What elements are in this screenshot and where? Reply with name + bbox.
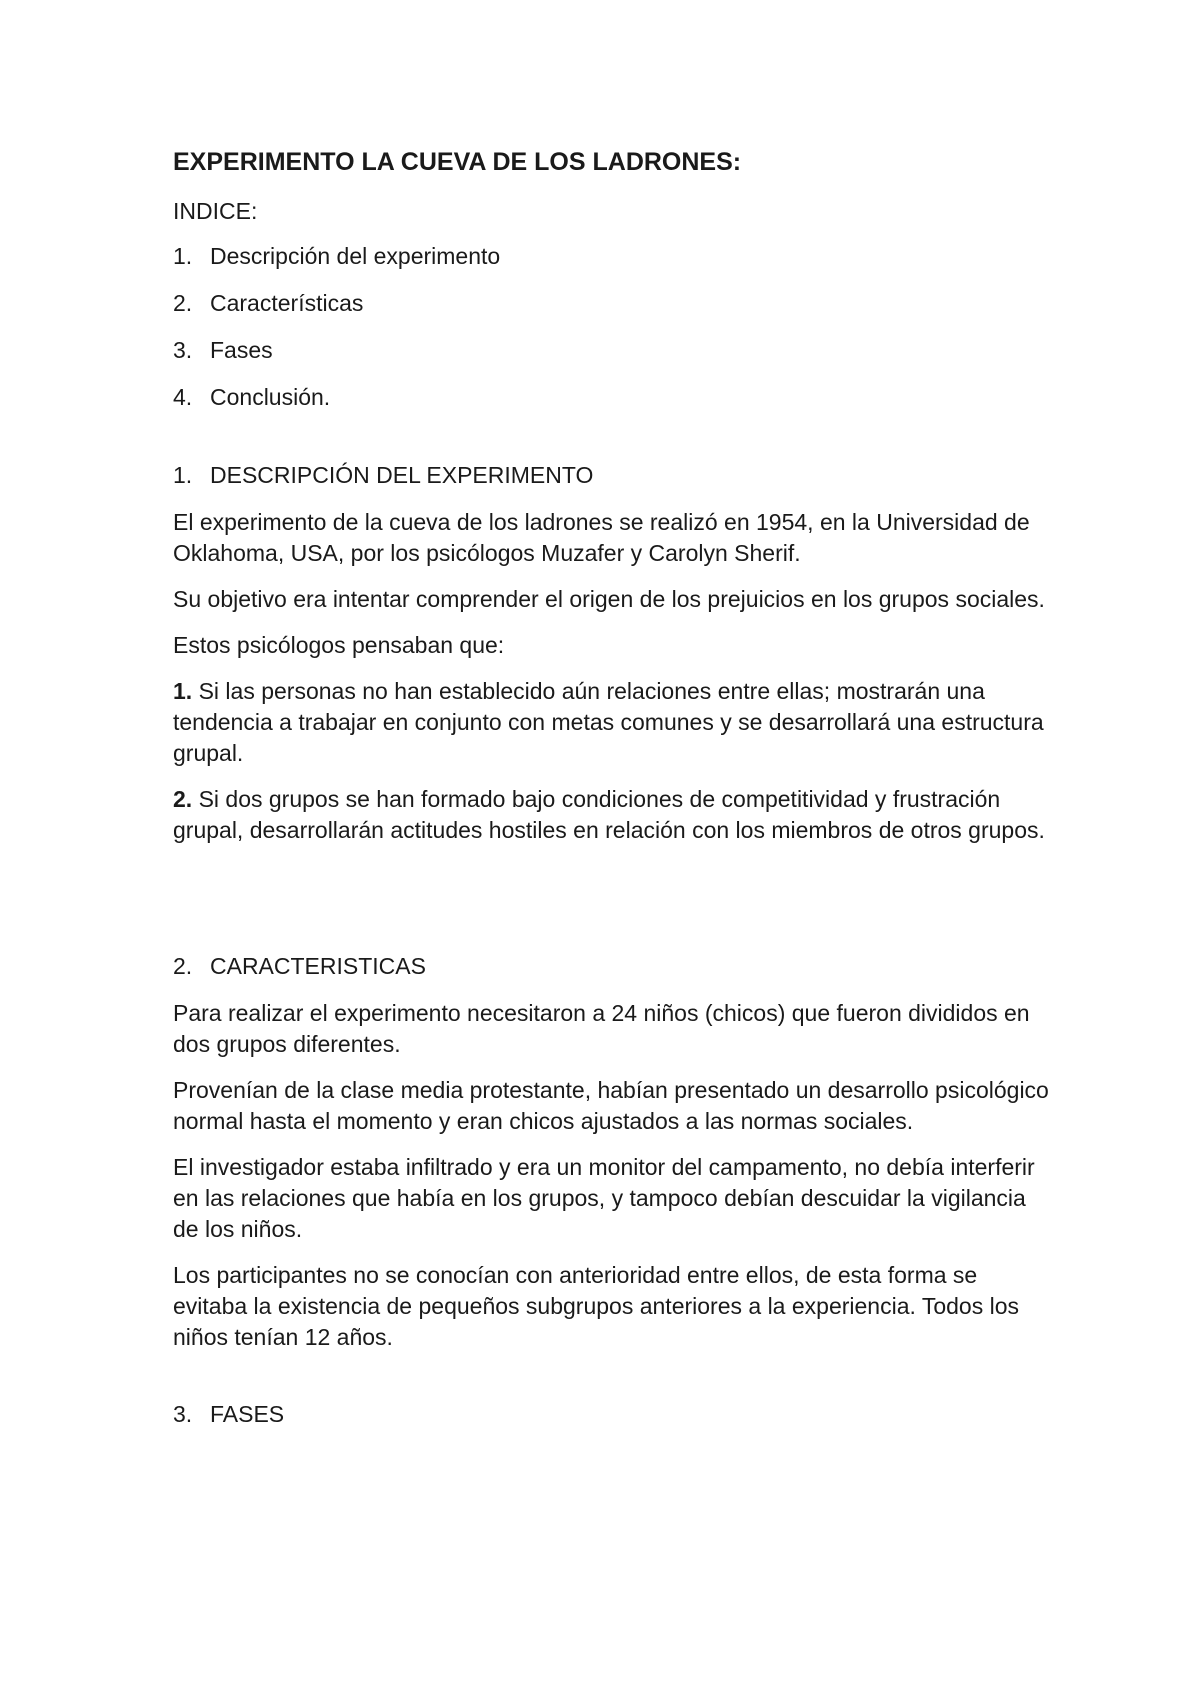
- section-title: CARACTERISTICAS: [210, 953, 426, 979]
- section-heading-caracteristicas: [173, 951, 1053, 982]
- toc-number: 3.: [173, 337, 193, 363]
- toc-item: [173, 241, 1053, 272]
- section-number: 3.: [173, 1401, 193, 1427]
- index-label: INDICE:: [173, 198, 258, 224]
- document-body: [173, 146, 1053, 1430]
- toc-item: [173, 288, 1053, 319]
- paragraph: Su objetivo era intentar comprender el origen de los prejuicios en los grupos sociales.: [173, 586, 1045, 612]
- toc-label: Descripción del experimento: [210, 243, 501, 269]
- section-heading-descripcion: [173, 460, 1053, 491]
- toc-number: 2.: [173, 290, 193, 316]
- toc-label: Fases: [210, 337, 273, 363]
- paragraph: Estos psicólogos pensaban que:: [173, 632, 505, 658]
- section-heading-fases: [173, 1399, 1053, 1430]
- hypothesis-number: 2.: [173, 786, 193, 812]
- section-number: 2.: [173, 953, 193, 979]
- section-title: FASES: [210, 1401, 285, 1427]
- toc-label: Características: [210, 290, 364, 316]
- hypothesis-item: [173, 784, 1053, 846]
- hypothesis-text: Si dos grupos se han formado bajo condiciones de competitividad y frustración grupal, desarrollarán actitudes hostiles en relación con los miembros de otros grupos.: [173, 786, 1045, 843]
- hypothesis-number: 1.: [173, 678, 193, 704]
- paragraph: Provenían de la clase media protestante, habían presentado un desarrollo psicológico normal hasta el momento y eran chicos ajustados a las normas sociales.: [173, 1077, 1049, 1134]
- toc-number: 4.: [173, 384, 193, 410]
- toc-number: 1.: [173, 243, 193, 269]
- paragraph: El investigador estaba infiltrado y era un monitor del campamento, no debía interferir en las relaciones que había en los grupos, y tampoco debían descuidar la vigilancia de los niños.: [173, 1154, 1035, 1242]
- paragraph: Los participantes no se conocían con anterioridad entre ellos, de esta forma se evitaba la existencia de pequeños subgrupos anteriores a la experiencia. Todos los niños tenían 12 años.: [173, 1262, 1020, 1350]
- toc-item: [173, 335, 1053, 366]
- section-number: 1.: [173, 462, 193, 488]
- paragraph: Para realizar el experimento necesitaron a 24 niños (chicos) que fueron divididos en dos grupos diferentes.: [173, 1000, 1030, 1057]
- toc-label: Conclusión.: [210, 384, 331, 410]
- hypothesis-text: Si las personas no han establecido aún relaciones entre ellas; mostrarán una tendencia a trabajar en conjunto con metas comunes y se desarrollará una estructura grupal.: [173, 678, 1044, 766]
- document-title: EXPERIMENTO LA CUEVA DE LOS LADRONES:: [173, 148, 742, 176]
- hypothesis-item: [173, 676, 1053, 769]
- paragraph: El experimento de la cueva de los ladrones se realizó en 1954, en la Universidad de Oklahoma, USA, por los psicólogos Muzafer y Carolyn Sherif.: [173, 509, 1030, 566]
- toc-item: [173, 382, 1053, 413]
- table-of-contents: [173, 241, 1053, 413]
- section-title: DESCRIPCIÓN DEL EXPERIMENTO: [210, 462, 594, 488]
